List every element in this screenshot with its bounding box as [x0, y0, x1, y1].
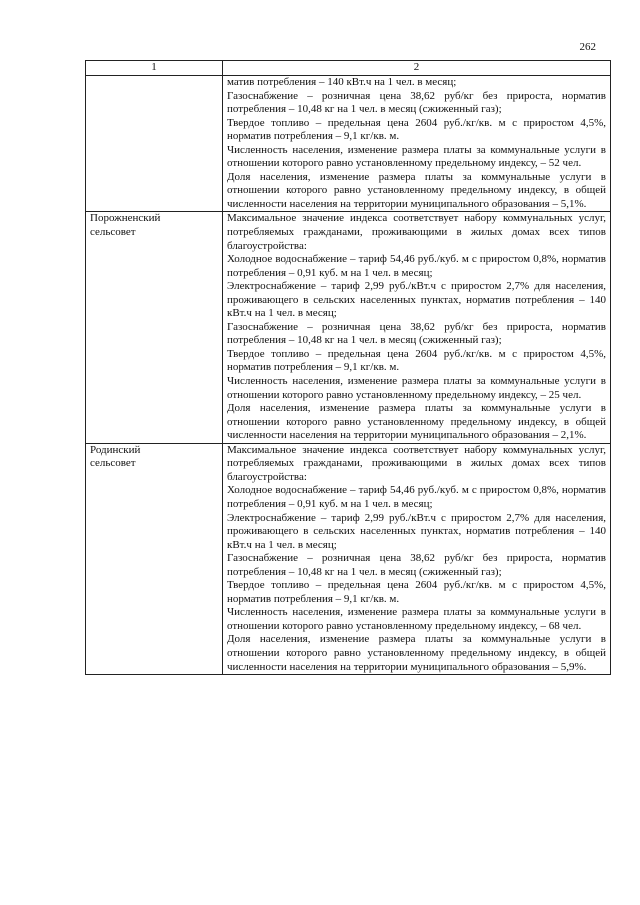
description-paragraph: Электроснабжение – тариф 2,99 руб./кВт.ч с приростом 2,7% для населения, проживающего в сельских населенных пунктах, норматив потребления – 140 кВт.ч на 1 чел. в месяц; [227, 280, 606, 320]
description-cell [223, 443, 611, 674]
table-body [86, 76, 611, 675]
municipality-cell [86, 212, 223, 443]
description-paragraph: Твердое топливо – предельная цена 2604 руб./кг/кв. м с приростом 4,5%, норматив потребления – 9,1 кг/кв. м. [227, 116, 606, 143]
column-header-1: 1 [86, 61, 223, 76]
description-cell [223, 76, 611, 212]
municipality-name-line: Порожненский [90, 212, 161, 225]
table-row [86, 443, 611, 674]
page-number: 262 [579, 41, 596, 53]
municipality-name-line: сельсовет [90, 457, 136, 470]
table-header-row [86, 61, 611, 76]
description-paragraph: Доля населения, изменение размера платы за коммунальные услуги в отношении которого равно установленному предельному индексу, в общей численности населения на территории муниципального образования – 5,1%. [227, 170, 606, 210]
description-paragraph: Твердое топливо – предельная цена 2604 руб./кг/кв. м с приростом 4,5%, норматив потребления – 9,1 кг/кв. м. [227, 347, 606, 374]
column-header-2: 2 [223, 61, 611, 76]
municipality-cell [86, 443, 223, 674]
description-paragraph: Доля населения, изменение размера платы за коммунальные услуги в отношении которого равно установленному предельному индексу, в общей численности населения на территории муниципального образования – 2,1%. [227, 402, 606, 442]
description-paragraph: Холодное водоснабжение – тариф 54,46 руб./куб. м с приростом 0,8%, норматив потребления – 0,91 куб. м на 1 чел. в месяц; [227, 253, 606, 279]
description-paragraph: Холодное водоснабжение – тариф 54,46 руб./куб. м с приростом 0,8%, норматив потребления – 0,91 куб. м на 1 чел. в месяц; [227, 484, 606, 510]
description-paragraph: матив потребления – 140 кВт.ч на 1 чел. в месяц; [227, 76, 457, 88]
municipality-name-line: Родинский [90, 443, 141, 456]
description-paragraph: Газоснабжение – розничная цена 38,62 руб/кг без прироста, норматив потребления – 10,48 кг на 1 чел. в месяц (сжиженный газ); [227, 89, 606, 116]
municipality-name-line: сельсовет [90, 226, 136, 239]
description-paragraph: Электроснабжение – тариф 2,99 руб./кВт.ч с приростом 2,7% для населения, проживающего в сельских населенных пунктах, норматив потребления – 140 кВт.ч на 1 чел. в месяц; [227, 511, 606, 551]
table-row [86, 76, 611, 212]
description-cell [223, 212, 611, 443]
table-row [86, 212, 611, 443]
description-paragraph: Численность населения, изменение размера платы за коммунальные услуги в отношении которого равно установленному предельному индексу, – 68 чел. [227, 606, 606, 632]
description-paragraph: Максимальное значение индекса соответствует набору коммунальных услуг, потребляемых гражданами, проживающими в жилых домах всех типов благоустройства: [227, 212, 606, 252]
description-paragraph: Доля населения, изменение размера платы за коммунальные услуги в отношении которого равно установленному предельному индексу, в общей численности населения на территории муниципального образования – 5,9%. [227, 633, 606, 673]
description-paragraph: Численность населения, изменение размера платы за коммунальные услуги в отношении которого равно установленному предельному индексу, – 52 чел. [227, 143, 606, 170]
description-paragraph: Газоснабжение – розничная цена 38,62 руб/кг без прироста, норматив потребления – 10,48 кг на 1 чел. в месяц (сжиженный газ); [227, 552, 606, 578]
description-paragraph: Газоснабжение – розничная цена 38,62 руб/кг без прироста, норматив потребления – 10,48 кг на 1 чел. в месяц (сжиженный газ); [227, 320, 606, 347]
indices-table [85, 60, 611, 675]
municipality-cell [86, 76, 223, 212]
description-paragraph: Численность населения, изменение размера платы за коммунальные услуги в отношении которого равно установленному предельному индексу, – 25 чел. [227, 375, 606, 401]
description-paragraph: Максимальное значение индекса соответствует набору коммунальных услуг, потребляемых гражданами, проживающими в жилых домах всех типов благоустройства: [227, 443, 606, 483]
description-paragraph: Твердое топливо – предельная цена 2604 руб./кг/кв. м с приростом 4,5%, норматив потребления – 9,1 кг/кв. м. [227, 579, 606, 605]
